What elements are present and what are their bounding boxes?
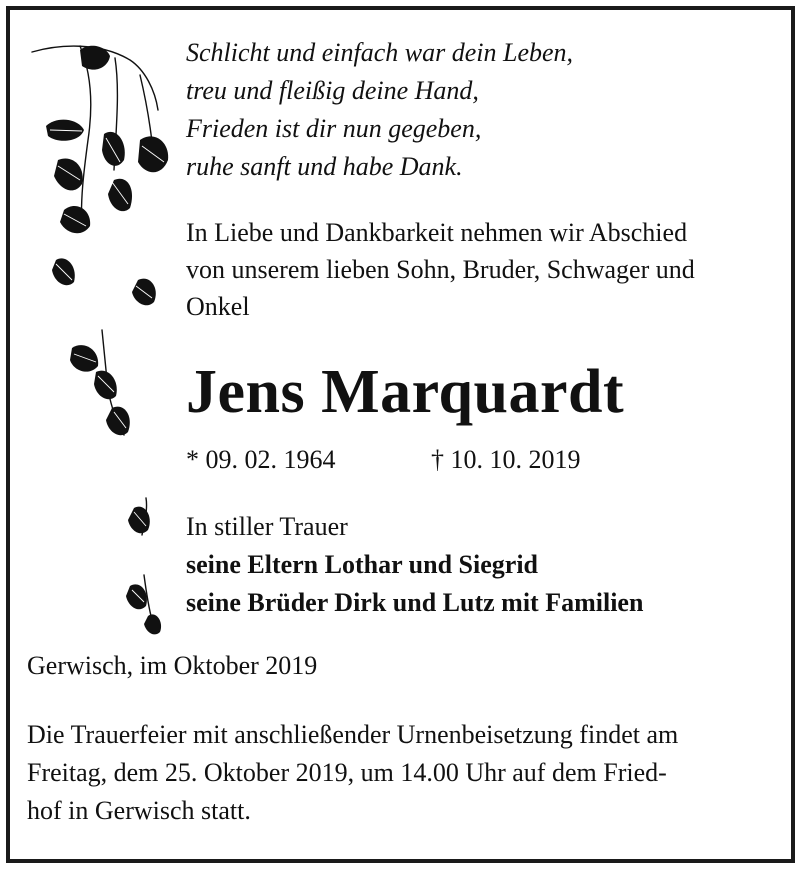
life-dates (186, 442, 581, 478)
birth-date: * 09. 02. 1964 (186, 445, 336, 474)
poem-line: Schlicht und einfach war dein Leben, (186, 38, 574, 67)
intro-line: In Liebe und Dankbarkeit nehmen wir Abschied (186, 218, 688, 247)
funeral-line: hof in Gerwisch statt. (27, 796, 251, 825)
mourners-siblings: seine Brüder Dirk und Lutz mit Familien (186, 588, 644, 617)
poem (186, 34, 746, 186)
deceased-name: Jens Marquardt (186, 358, 625, 426)
intro-line: von unserem lieben Sohn, Bruder, Schwager und (186, 255, 695, 284)
death-date: † 10. 10. 2019 (431, 445, 581, 474)
birch-leaves-illustration (20, 30, 190, 650)
mourners-parents: seine Eltern Lothar und Siegrid (186, 550, 539, 579)
mourning-heading: In stiller Trauer (186, 512, 348, 541)
poem-line: treu und fleißig deine Hand, (186, 76, 479, 105)
funeral-line: Die Trauerfeier mit anschließender Urnenbeisetzung findet am (27, 720, 679, 749)
poem-line: Frieden ist dir nun gegeben, (186, 114, 482, 143)
funeral-notice (27, 716, 678, 830)
intro-line: Onkel (186, 292, 250, 321)
poem-line: ruhe sanft und habe Dank. (186, 152, 463, 181)
mourners (186, 508, 643, 622)
intro-text (186, 214, 766, 325)
place-date: Gerwisch, im Oktober 2019 (27, 651, 318, 680)
funeral-line: Freitag, dem 25. Oktober 2019, um 14.00 Uhr auf dem Fried- (27, 758, 667, 787)
